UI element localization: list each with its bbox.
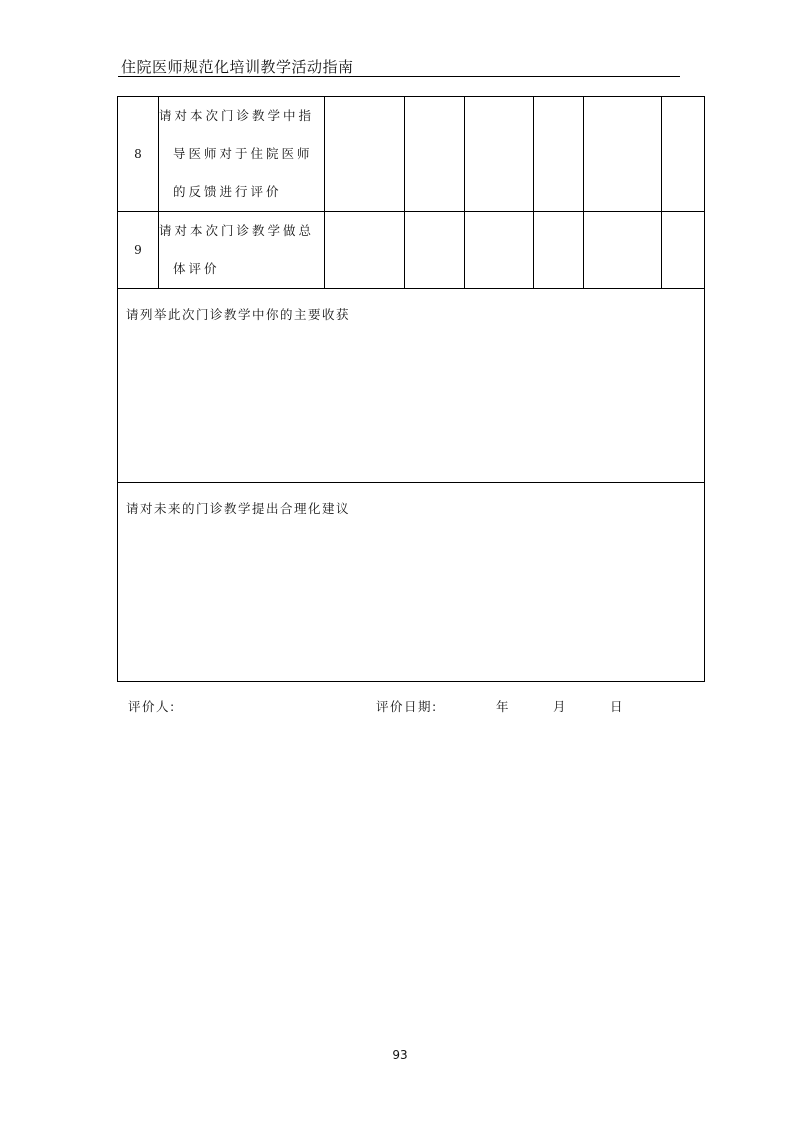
row-number: 9	[118, 212, 159, 289]
suggestions-answer-box[interactable]	[118, 483, 705, 682]
evaluation-table	[117, 96, 705, 682]
table-row	[118, 483, 705, 682]
suggestions-prompt: 请对未来的门诊教学提出合理化建议	[126, 501, 351, 516]
page-header-title: 住院医师规范化培训教学活动指南	[121, 58, 354, 76]
rating-cell[interactable]	[662, 212, 705, 289]
page-number: 93	[392, 1048, 408, 1062]
item-text-line: 体评价	[173, 261, 220, 276]
rating-cell[interactable]	[325, 212, 405, 289]
month-label: 月	[553, 699, 568, 714]
rating-cell[interactable]	[405, 212, 465, 289]
year-label: 年	[496, 699, 511, 714]
rating-cell[interactable]	[465, 97, 534, 212]
main-gains-answer-box[interactable]	[118, 289, 705, 483]
rating-cell[interactable]	[662, 97, 705, 212]
item-text-line: 请对本次门诊教学做总	[159, 223, 315, 238]
rating-cell[interactable]	[584, 97, 662, 212]
item-text-line: 的反馈进行评价	[173, 184, 282, 199]
rating-cell[interactable]	[534, 97, 584, 212]
rating-cell[interactable]	[405, 97, 465, 212]
day-label: 日	[610, 699, 625, 714]
evaluation-date-label: 评价日期:	[376, 699, 438, 714]
rating-cell[interactable]	[325, 97, 405, 212]
header-rule	[118, 76, 680, 77]
table-row	[118, 97, 705, 212]
rating-cell[interactable]	[584, 212, 662, 289]
table-row	[118, 289, 705, 483]
evaluator-label: 评价人:	[128, 699, 176, 714]
main-gains-prompt: 请列举此次门诊教学中你的主要收获	[126, 307, 351, 322]
item-text-line: 请对本次门诊教学中指	[159, 108, 315, 123]
row-number: 8	[118, 97, 159, 212]
rating-cell[interactable]	[465, 212, 534, 289]
table-row	[118, 212, 705, 289]
rating-cell[interactable]	[534, 212, 584, 289]
item-text-line: 导医师对于住院医师	[173, 146, 313, 161]
item-description	[159, 97, 325, 212]
item-description	[159, 212, 325, 289]
